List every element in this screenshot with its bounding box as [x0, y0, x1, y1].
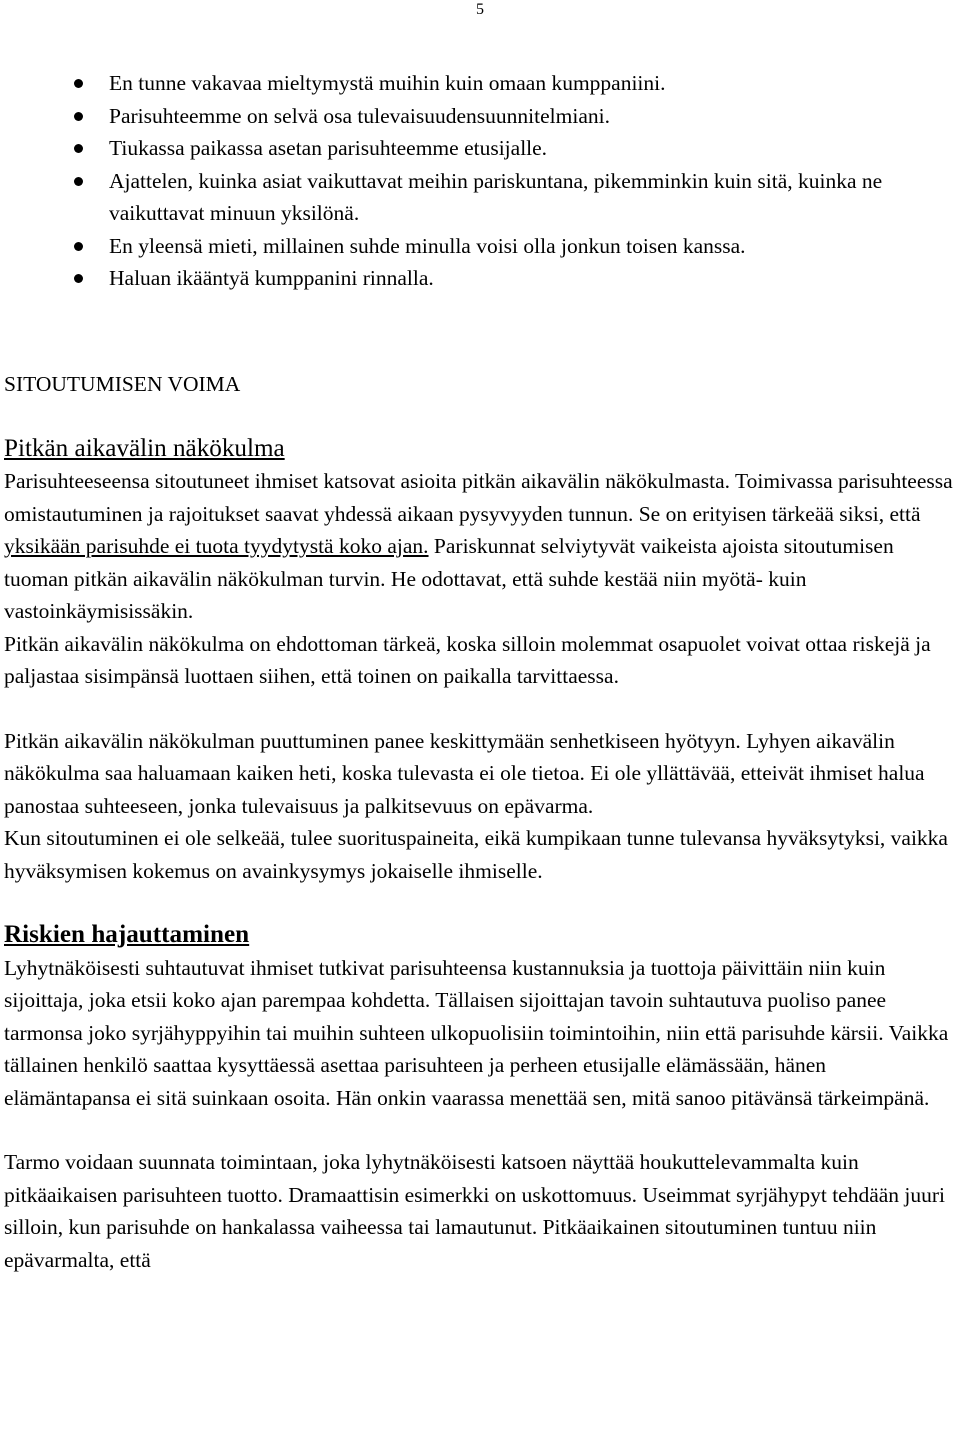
list-item-text: Haluan ikääntyä kumppanini rinnalla.	[109, 266, 434, 290]
list-item	[0, 262, 960, 295]
section-title: SITOUTUMISEN VOIMA	[4, 372, 241, 396]
list-item-text: Ajattelen, kuinka asiat vaikuttavat meihin pariskuntana, pikemminkin kuin sitä, kuinka ne vaikuttavat minuun yksilönä.	[109, 168, 883, 225]
risk-paragraph-1: Lyhytnäköisesti suhtautuvat ihmiset tutkivat parisuhteensa kustannuksia ja tuottoja päivittäin niin kuin sijoittaja, joka etsii koko ajan parempaa kohdetta. Tällaisen sijoittajan tavoin suhtautuva puoliso panee tarmonsa joko syrjähyppyihin tai muihin suhteen ulkopuolisiin toimintoihin, niin että parisuhde kärsii. Vaikka tällainen henkilö saattaa kysyttäessä asettaa parisuhteen ja perheen etusijalle elämässään, hänen elämäntapansa ei sitä suinkaan osoita. Hän onkin vaarassa menettää sen, mitä sanoo pitävänsä tärkeimpänä.	[4, 955, 949, 1110]
list-item-text: Parisuhteemme on selvä osa tulevaisuudensuunnitelmiani.	[109, 103, 610, 128]
list-item-text: En yleensä mieti, millainen suhde minulla voisi olla jonkun toisen kanssa.	[109, 233, 746, 258]
bullet-icon	[74, 242, 83, 251]
long-term-paragraph-3: Pitkän aikavälin näkökulman puuttuminen panee keskittymään senhetkiseen hyötyyn. Lyhyen aikavälin näkökulma saa haluamaan kaiken heti, koska tulevasta ei ole tietoa. Ei ole yllättävää, etteivät ihmiset halua panostaa suhteeseen, jonka tulevaisuus ja palkitsevuus on epävarma.	[4, 728, 925, 818]
bullet-icon	[74, 112, 83, 121]
long-term-heading: Pitkän aikavälin näkökulma	[4, 434, 285, 462]
list-item-text: Tiukassa paikassa asetan parisuhteemme etusijalle.	[109, 136, 548, 160]
underlined-text: yksikään parisuhde ei tuota tyydytystä koko ajan.	[4, 534, 429, 558]
document-body	[4, 368, 954, 1276]
long-term-paragraph-1	[4, 465, 954, 628]
list-item	[0, 100, 960, 133]
paragraph-text: Parisuhteeseensa sitoutuneet ihmiset katsovat asioita pitkän aikavälin näkökulmasta. Toimivassa parisuhteessa omistautuminen ja rajoitukset saavat yhdessä aikaan pysyvyyden tunnun. Se on erityisen tärkeää siksi, että	[4, 469, 953, 526]
page-number: 5	[476, 1, 484, 18]
bullet-icon	[74, 79, 83, 88]
list-item	[0, 132, 960, 165]
bullet-icon	[74, 144, 83, 153]
long-term-paragraph-4: Kun sitoutuminen ei ole selkeää, tulee suorituspaineita, eikä kumpikaan tunne tulevansa hyväksytyksi, vaikka hyväksymisen kokemus on avainkysymys jokaiselle ihmiselle.	[4, 826, 948, 883]
bullet-icon	[74, 274, 83, 283]
long-term-paragraph-2: Pitkän aikavälin näkökulma on ehdottoman tärkeä, koska silloin molemmat osapuolet voivat ottaa riskejä ja paljastaa sisimpänsä luottaen siihen, että toinen on paikalla tarvittaessa.	[4, 631, 931, 688]
bullet-icon	[74, 177, 83, 186]
commitment-checklist	[0, 67, 960, 295]
list-item	[0, 165, 960, 230]
risk-heading: Riskien hajauttaminen	[4, 921, 250, 948]
list-item-text: En tunne vakavaa mieltymystä muihin kuin omaan kumppaniini.	[109, 71, 666, 95]
list-item	[0, 230, 960, 263]
list-item	[0, 67, 960, 100]
paragraph-text: Pariskunnat selviytyvät vaikeista ajoista sitoutumisen tuoman pitkän aikavälin näkökulman turvin. He odottavat, että suhde kestää niin myötä- kuin vastoinkäymisissäkin.	[4, 534, 894, 623]
risk-paragraph-2: Tarmo voidaan suunnata toimintaan, joka lyhytnäköisesti katsoen näyttää houkuttelevammalta kuin pitkäaikaisen parisuhteen tuotto. Dramaattisin esimerkki on uskottomuus. Useimmat syrjähypyt tehdään juuri silloin, kun parisuhde on hankalassa vaiheessa tai lamautunut. Pitkäaikainen sitoutuminen tuntuu niin epävarmalta, että	[4, 1150, 946, 1272]
